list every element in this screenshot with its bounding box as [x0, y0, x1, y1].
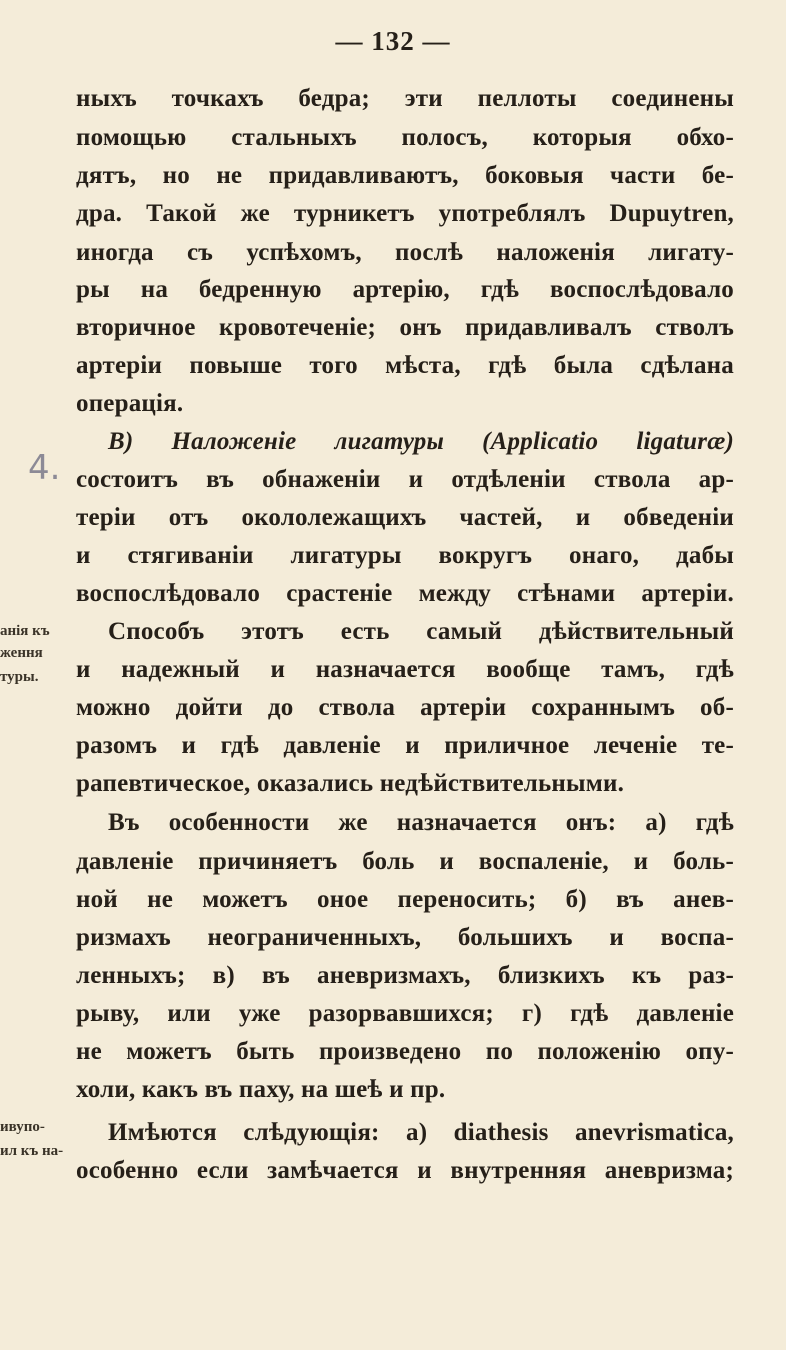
text-line: ленныхъ; в) въ аневризмахъ, близкихъ къ раз-: [76, 962, 734, 989]
text-line: состоитъ въ обнаженіи и отдѣленіи ствола ар-: [76, 466, 734, 493]
text-line: и надежный и назначается вообще тамъ, гдѣ: [76, 656, 734, 683]
margin-note: ивупо-: [0, 1119, 45, 1135]
text-line: ныхъ точкахъ бедра; эти пеллоты соединены: [76, 85, 734, 112]
text-line: помощью стальныхъ полосъ, которыя обхо-: [76, 124, 734, 151]
text-line: ры на бедренную артерію, гдѣ воспослѣдовало: [76, 276, 734, 303]
text-line: и стягиваніи лигатуры вокругъ онаго, дабы: [76, 542, 734, 569]
text-line: давленіе причиняетъ боль и воспаленіе, и боль-: [76, 848, 734, 875]
text-line: холи, какъ въ паху, на шеѣ и пр.: [76, 1076, 446, 1103]
page-number: — 132 —: [335, 26, 451, 56]
text-line: артеріи повыше того мѣста, гдѣ была сдѣлана: [76, 352, 734, 379]
margin-note: туры.: [0, 669, 39, 685]
text-line: иногда съ успѣхомъ, послѣ наложенія лигату-: [76, 239, 734, 266]
text-line: ной не можетъ оное переносить; б) въ анев-: [76, 886, 734, 913]
text-line: особенно если замѣчается и внутренняя аневризма;: [76, 1157, 734, 1184]
margin-note: анія къ: [0, 623, 50, 639]
text-line: операція.: [76, 390, 184, 417]
text-line: теріи отъ окололежащихъ частей, и обведеніи: [76, 504, 734, 531]
text-line: Способъ этотъ есть самый дѣйствительный: [108, 618, 734, 645]
text-line: можно дойти до ствола артеріи сохраннымъ об-: [76, 694, 734, 721]
text-line: Въ особенности же назначается онъ: а) гдѣ: [108, 809, 734, 836]
text-line: разомъ и гдѣ давленіе и приличное леченіе те-: [76, 732, 734, 759]
section-heading-line: B) Наложеніе лигатуры (Applicatio ligaturæ): [108, 428, 734, 455]
text-line: воспослѣдовало срастеніе между стѣнами артеріи.: [76, 580, 734, 607]
margin-note: ил къ на-: [0, 1143, 64, 1159]
text-line: Имѣются слѣдующія: а) diathesis anevrismatica,: [108, 1119, 734, 1146]
text-line: не можетъ быть произведено по положенію опу-: [76, 1038, 734, 1065]
text-line: рыву, или уже разорвавшихся; г) гдѣ давленіе: [76, 1000, 734, 1027]
handwritten-number-mark: 4.: [28, 448, 61, 488]
text-line: дра. Такой же турникетъ употреблялъ Dupuytren,: [76, 200, 734, 227]
text-line: вторичное кровотеченіе; онъ придавливалъ стволъ: [76, 314, 734, 341]
text-line: дятъ, но не придавливаютъ, боковыя части бе-: [76, 162, 734, 189]
margin-note: ження: [0, 645, 43, 661]
text-line: ризмахъ неограниченныхъ, большихъ и воспа-: [76, 924, 734, 951]
text-line: рапевтическое, оказались недѣйствительными.: [76, 770, 625, 797]
